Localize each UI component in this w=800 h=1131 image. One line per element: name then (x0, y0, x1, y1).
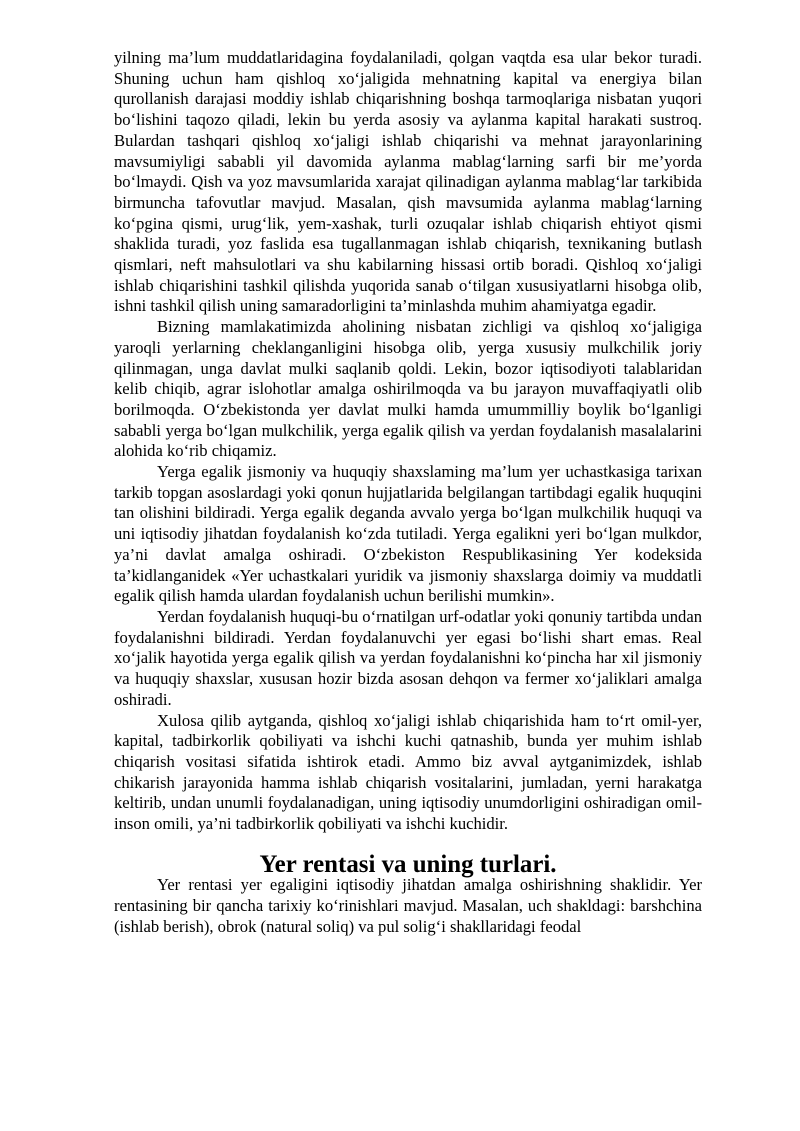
paragraph-land-rent: Yer rentasi yer egaligini iqtisodiy jihatdan amalga oshirishning shaklidir. Yer rentasining bir qancha tarixiy ko‘rinishlari mavjud. Masalan, uch shakldagi: barshchina (ishlab berish), obrok (natural soliq) va pul solig‘i shakllaridagi feodal (114, 875, 702, 936)
paragraph-land-use-right: Yerdan foydalanish huquqi-bu o‘rnatilgan urf-odatlar yoki qonuniy tartibda undan foydalanishni bildiradi. Yerdan foydalanuvchi yer egasi bo‘lishi shart emas. Real xo‘jalik hayotida yerga egalik qilish va yerdan foydalanishni ko‘pincha har xil jismoniy va huquqiy shaxslar, xususan hozir bizda asosan dehqon va fermer xo‘jaliklari amalga oshiradi. (114, 606, 702, 709)
paragraph-land-possession: Yerga egalik jismoniy va huquqiy shaxslaming ma’lum yer uchastkasiga tarixan tarkib topgan asoslardagi yoki qonun hujjatlarida belgilangan tartibdagi egalik huquqini tan olishini bildiradi. Yerga egalik deganda avvalo yerga bo‘lgan mulkchilik huquqi va uni iqtisodiy jihatdan foydalanish ko‘zda tutiladi. Yerga egalikni yeri bo‘lgan mulkdor, ya’ni davlat amalga oshiradi. O‘zbekiston Respublikasining Yer kodeksida ta’kidlanganidek «Yer uchastkalari yuridik va jismoniy shaxslarga doimiy va muddatli egalik qilish hamda ulardan foydalanish uchun berilishi mumkin». (114, 462, 702, 606)
section-heading: Yer rentasi va uning turlari. (259, 850, 557, 878)
paragraph-conclusion: Xulosa qilib aytganda, qishloq xo‘jaligi ishlab chiqarishida ham to‘rt omil-yer, kapital, tadbirkorlik qobiliyati va ishchi kuchi qatnashib, bunda yer muhim ishlab chiqarish vositasi sifatida ishtirok etadi. Ammo biz avval aytganimizdek, ishlab chikarish jarayonida hamma ishlab chiqarish vositalarini, jumladan, yerni harakatga keltirib, undan unumli foydalanadigan, uning iqtisodiy unumdorligini oshiradigan omil-inson omili, ya’ni tadbirkorlik qobiliyati va ishchi kuchidir. (114, 710, 702, 834)
paragraph-land-ownership-context: Bizning mamlakatimizda aholining nisbatan zichligi va qishloq xo‘jaligiga yaroqli yerlarning cheklanganligini hisobga olib, yerga xususiy mulkchilik joriy qilinmagan, unga davlat mulki saqlanib qoldi. Lekin, bozor iqtisodiyoti talablaridan kelib chiqib, agrar islohotlar amalga oshirilmoqda va bu jarayon muvaffaqiyatli olib borilmoqda. O‘zbekistonda yer davlat mulki hamda umummilliy boylik bo‘lganligi sababli yerga bo‘lgan mulkchilik, yerga egalik qilish va yerdan foydalanish masalalarini alohida ko‘rib chiqamiz. (114, 317, 702, 461)
document-page (114, 48, 702, 938)
paragraph-continuation: yilning ma’lum muddatlaridagina foydalaniladi, qolgan vaqtda esa ular bekor turadi. Shuning uchun ham qishloq xo‘jaligida mehnatning kapital va energiya bilan qurollanish darajasi moddiy ishlab chiqarishning boshqa tarmoqlariga nisbatan yuqori bo‘lishini taqozo qiladi, lekin bu yerda asosiy va aylanma kapital harakati sustroq. Bulardan tashqari qishloq xo‘jaligi ishlab chiqarishi va mehnat jarayonlarining mavsumiyligi sababli yil davomida aylanma mablag‘larning sarfi bir me’yorda bo‘lmaydi. Qish va yoz mavsumlarida xarajat qilinadigan aylanma mablag‘lar tarkibida birmuncha tafovutlar mavjud. Masalan, qish mavsumida aylanma mablag‘larning ko‘pgina qismi, urug‘lik, yem-xashak, turli ozuqalar ishlab chiqarish ehtiyot qismi shaklida turadi, yoz faslida esa tugallanmagan ishlab chiqarish, texnikaning butlash qismlari, neft mahsulotlari va shu kabilarning hissasi ortib boradi. Qishloq xo‘jaligi ishlab chiqarishini tashkil qilishda yuqorida sanab o‘tilgan xususiyatlarni hisobga olib, ishni tashkil qilish uning samaradorligini ta’minlashda muhim ahamiyatga egadir. (114, 48, 702, 316)
